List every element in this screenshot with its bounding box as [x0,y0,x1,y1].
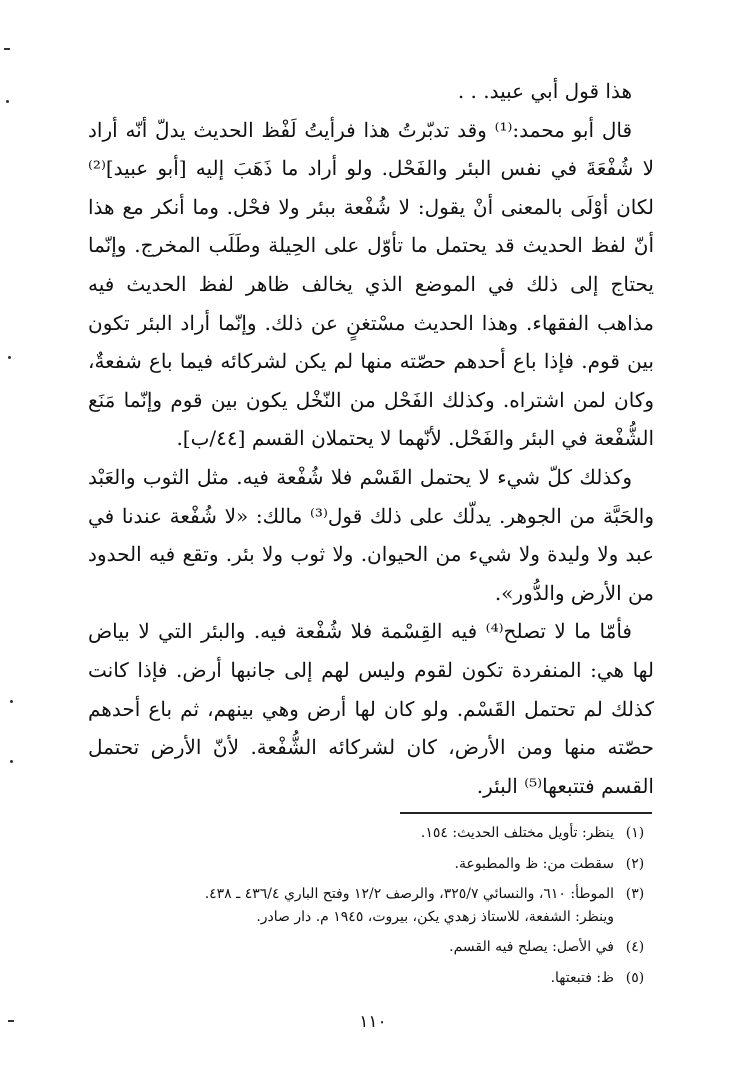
footnote-2 [80,853,656,876]
footnote-line: سقطت من: ظ والمطبوعة. [454,855,614,872]
text-line: الشُّفْعة في البئر والفَحْل. لأنّهما لا يحتملان القسم [٤٤/ب]. [176,426,654,451]
page-number: ١١٠ [359,1012,387,1032]
text-line: يحتاج إلى ذلك في الموضع الذي يخالف ظاهر لفظ الحديث فيه [88,271,654,296]
paragraph-4 [88,612,654,805]
main-text [88,72,654,805]
footnote-number: (٢) [625,855,645,872]
text-line: كذلك لم تحتمل القَسْم. ولو كان لها أرض وهي بينهم، ثم باع أحدهم [88,696,654,721]
footnote-number: (٤) [625,939,645,955]
footnote-line: في الأصل: يصلح فيه القسم. [449,939,614,955]
text-line: لها هي: المنفردة تكون لقوم وليس لهم إلى جانبها أرض. فإذا كانت [88,657,654,682]
text-line: لكان أوْلَى بالمعنى أنْ يقول: لا شُفْعة ببئر ولا فحْل. وما أنكر مع هذا [88,194,654,219]
footnote-number: (٣) [625,886,645,902]
footnote-line: ينظر: تأويل مختلف الحديث: ١٥٤. [420,825,614,841]
footnote-1 [80,822,656,845]
footnote-number: (١) [625,825,645,841]
scan-mark [6,100,9,103]
footnote-text [80,822,614,845]
scan-mark [4,48,10,50]
text-line: أراد لا شُفْعَةَ في نفس البئر والفَحْل. ولو أراد ما ذَهَبَ إليه [أبو عبيد]⁽²⁾ [88,117,654,181]
footnote-5 [80,967,656,990]
footnote-line: الموطأ: ٦١٠، والنسائي ٣٢٥/٧، والرصف ١٢/٢ وفتح الباري ٤٣٦/٤ ـ ٤٣٨. [204,886,614,902]
footnote-number: (٥) [625,969,645,986]
text-line: عندنا في عبد ولا وليدة ولا شيء من الحيوان. ولا ثوب ولا بئر. وتقع فيه [88,503,654,567]
footnote-spacer [80,875,656,883]
scan-mark [10,760,13,763]
text-line: وكذلك كلّ شيء لا يحتمل القَسْم فلا شُفْعة فيه. مثل الثوب [142,464,633,489]
footnote-spacer [80,845,656,853]
text-line: بين قوم. فإذا باع أحدهم حصّته منها لم يكن لشركائه فيما باع شفعةٌ، [88,349,654,374]
footnote-text [80,883,614,928]
footnote-text [80,936,614,959]
paragraph-1 [88,72,654,111]
footnote-4 [80,936,656,959]
text-line: وكان لمن اشتراه. وكذلك الفَحْل من النّخْل يكون بين قوم وإنّما مَنَع [88,387,654,412]
scan-mark [8,1020,14,1022]
text-line: حصّته منها ومن الأرض، كان لشركائه الشُّفْعة. لأنّ الأرض تحتمل [88,735,654,760]
scan-mark [10,700,13,703]
text-line: القسم فتتبعها⁽⁵⁾ البئر. [476,773,654,798]
text-line: والعَبْد والحَبَّة من الجوهر. يدلّك على ذلك قول⁽³⁾ مالك: «لا شُفْعة [88,464,655,528]
text-line: قال أبو محمد:⁽¹⁾ وقد تدبّرتُ هذا فرأيتُ لَفْظ الحديث يدلّ أنّه [125,117,633,142]
text-line: الحدود من الأرض والدُّور». [88,542,654,605]
paragraph-3 [88,458,654,612]
footnotes [80,822,656,989]
paragraph-2 [88,111,654,458]
footnote-spacer [80,928,656,936]
footnote-line: ظ: فتبعتها. [550,969,614,986]
footnote-spacer [80,959,656,967]
footnote-3 [80,883,656,928]
footnote-line: وينظر: الشفعة، للاستاذ زهدي يكن، بيروت، ١٩٤٥ م. دار صادر. [256,908,614,925]
scan-mark [8,356,11,359]
text-line: مذاهب الفقهاء. وهذا الحديث مسْتغنٍ عن ذلك. وإنّما أراد البئر تكون [88,310,654,335]
footnote-text [80,967,614,990]
footnote-text [80,853,614,876]
footnote-divider [400,812,652,814]
text-line: هذا قول أبي عبيد. . . [457,79,632,103]
text-line: فأمّا ما لا تصلح⁽⁴⁾ فيه القِسْمة فلا شُفْعة فيه. والبئر التي لا بياض [88,619,632,644]
text-line: أنّ لفظ الحديث قد يحتمل ما تأوّل على الحِيلة وطَلَب المخرج. وإنّما [88,233,654,258]
